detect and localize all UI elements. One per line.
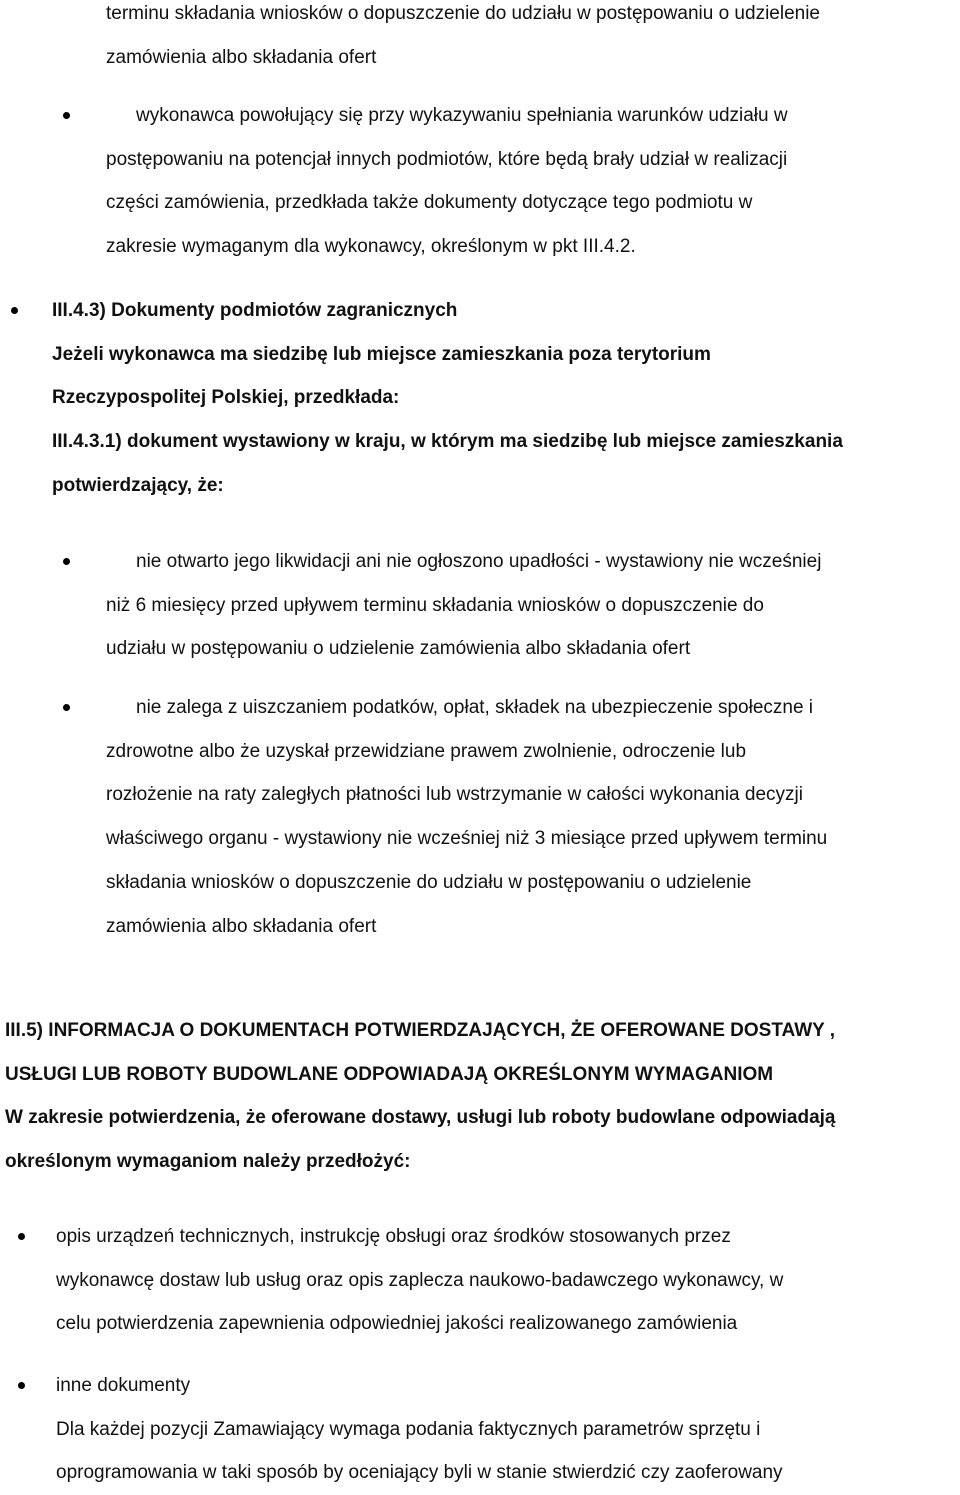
- text-line: opis urządzeń technicznych, instrukcję obsługi oraz środków stosowanych przez: [56, 1226, 731, 1247]
- text-line: właściwego organu - wystawiony nie wcześniej niż 3 miesiące przed upływem terminu: [106, 828, 828, 850]
- bullet-item-taxes: [106, 686, 932, 948]
- bullet-icon: [63, 704, 70, 711]
- text-line: zdrowotne albo że uzyskał przewidziane prawem zwolnienie, odroczenie lub: [106, 740, 747, 762]
- continuation-paragraph: [106, 0, 932, 79]
- text-line: Jeżeli wykonawca ma siedzibę lub miejsce zamieszkania poza terytorium: [52, 343, 711, 365]
- text-line: postępowaniu na potencjał innych podmiotów, które będą brały udział w realizacji: [106, 148, 788, 170]
- text-line: rozłożenie na raty zaległych płatności lub wstrzymanie w całości wykonania decyzji: [106, 784, 803, 806]
- bullet-item-liquidation: [106, 540, 932, 671]
- text-line: oprogramowania w taki sposób by oceniający byli w stanie stwierdzić czy zaoferowany: [56, 1462, 783, 1484]
- section-heading: USŁUGI LUB ROBOTY BUDOWLANE ODPOWIADAJĄ OKREŚLONYM WYMAGANIOM: [5, 1063, 774, 1085]
- section-foreign-documents: [52, 289, 952, 508]
- text-line: Dla każdej pozycji Zamawiający wymaga podania faktycznych parametrów sprzętu i: [56, 1418, 761, 1440]
- text-line: celu potwierdzenia zapewnienia odpowiedniej jakości realizowanego zamówienia: [56, 1313, 738, 1335]
- bullet-icon: [63, 112, 70, 119]
- bullet-item-technical-description: [56, 1215, 932, 1346]
- text-line: W zakresie potwierdzenia, że oferowane dostawy, usługi lub roboty budowlane odpowiadają: [5, 1107, 836, 1129]
- text-line: inne dokumenty: [56, 1375, 191, 1396]
- bullet-item-other-entities: [106, 94, 932, 269]
- section-product-compliance: [5, 1009, 955, 1184]
- text-line: niż 6 miesięcy przed upływem terminu składania wniosków o dopuszczenie do: [106, 594, 764, 616]
- bullet-item-other-documents: [56, 1364, 932, 1495]
- bullet-icon: [11, 307, 18, 314]
- text-line: zamówienia albo składania ofert: [106, 915, 377, 937]
- bullet-icon: [18, 1382, 25, 1389]
- bullet-icon: [63, 558, 70, 565]
- text-line: nie otwarto jego likwidacji ani nie ogłoszono upadłości - wystawiony nie wcześniej: [136, 551, 822, 572]
- section-heading: III.4.3) Dokumenty podmiotów zagranicznych: [52, 300, 458, 321]
- text-line: Rzeczypospolitej Polskiej, przedkłada:: [52, 387, 400, 409]
- text-line: określonym wymaganiom należy przedłożyć:: [5, 1151, 411, 1173]
- text-line: udziału w postępowaniu o udzielenie zamówienia albo składania ofert: [106, 638, 691, 660]
- text-line: wykonawcę dostaw lub usług oraz opis zaplecza naukowo-badawczego wykonawcy, w: [56, 1269, 784, 1291]
- text-line: składania wniosków o dopuszczenie do udziału w postępowaniu o udzieleniе: [106, 871, 752, 893]
- sub-heading: potwierdzający, że:: [52, 474, 224, 496]
- sub-heading: III.4.3.1) dokument wystawiony w kraju, w którym ma siedzibę lub miejsce zamieszkania: [52, 431, 843, 453]
- text-line: nie zalega z uiszczaniem podatków, opłat, składek na ubezpieczenie społeczne i: [136, 697, 814, 718]
- section-heading: III.5) INFORMACJA O DOKUMENTACH POTWIERDZAJĄCYCH, ŻE OFEROWANE DOSTAWY ,: [5, 1020, 836, 1041]
- bullet-icon: [18, 1233, 25, 1240]
- text-line: zakresie wymaganym dla wykonawcy, określonym w pkt III.4.2.: [106, 236, 636, 258]
- text-line: terminu składania wniosków o dopuszczenie do udziału w postępowaniu o udzielenie: [106, 3, 820, 24]
- text-line: części zamówienia, przedkłada także dokumenty dotyczące tego podmiotu w: [106, 192, 753, 214]
- text-line: wykonawca powołujący się przy wykazywaniu spełniania warunków udziału w: [136, 105, 788, 126]
- text-line: zamówienia albo składania ofert: [106, 46, 377, 68]
